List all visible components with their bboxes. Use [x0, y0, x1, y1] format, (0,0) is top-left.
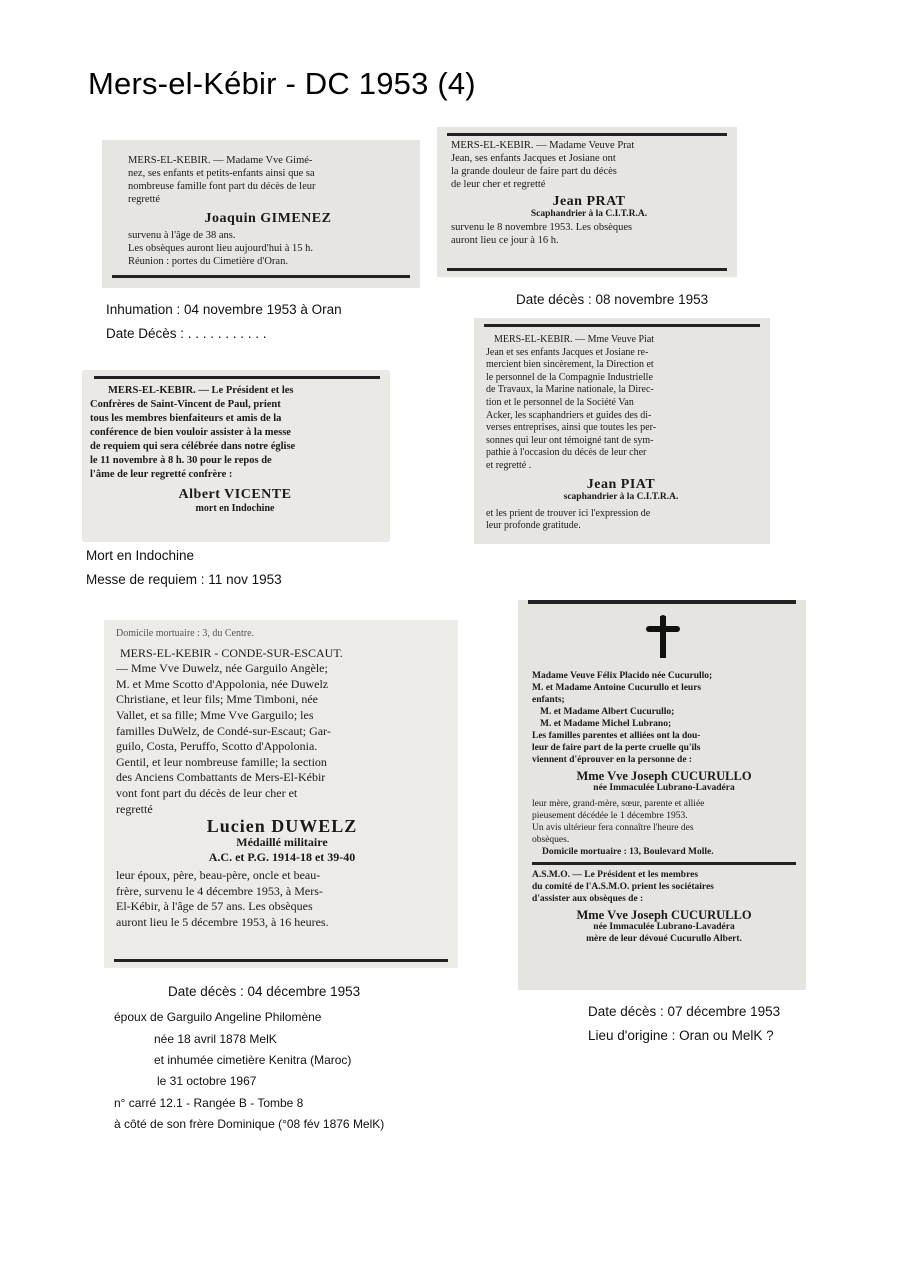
clip-line: de requiem qui sera célébrée dans notre église	[90, 441, 296, 452]
caption-lieu-origine: Lieu d'origine : Oran ou MelK ?	[588, 1028, 774, 1043]
clip-line: Acker, les scaphandriers et guides des di-	[486, 409, 652, 421]
clip-line: M. et Madame Albert Cucurullo;	[540, 707, 675, 717]
clip-line: l'âme de leur regretté confrère :	[90, 469, 233, 480]
clip-line: leur mère, grand-mère, sœur, parente et alliée	[532, 799, 705, 809]
deceased-note: mort en Indochine	[195, 503, 275, 514]
clip-line: enfants;	[532, 695, 565, 705]
divider-rule	[484, 324, 760, 327]
divider-rule	[112, 275, 410, 278]
clip-line: vont font part du décès de leur cher et	[116, 785, 298, 800]
clip-line: M. et Mme Scotto d'Appolonia, née Duwelz	[116, 676, 329, 691]
clip-line: Jean, ses enfants Jacques et Josiane ont	[451, 153, 616, 164]
clip-line: leur de faire part de la perte cruelle qu'ils	[532, 743, 701, 753]
clipping-gimenez	[102, 140, 420, 288]
clip-line: Gentil, et leur nombreuse famille; la section	[116, 754, 327, 769]
clip-line: tion et le personnel de la Société Van	[486, 396, 634, 408]
clip-line: la grande douleur de faire part du décès	[451, 166, 617, 177]
page-title: Mers-el-Kébir - DC 1953 (4)	[88, 66, 476, 101]
clip-line: auront lieu le 5 décembre 1953, à 16 heures.	[116, 914, 329, 929]
clip-line: nez, ses enfants et petits-enfants ainsi que sa	[128, 168, 315, 179]
clip-line: pathie à l'occasion du décès de leur cher	[486, 447, 647, 459]
clip-line: leur époux, père, beau-père, oncle et beau-	[116, 867, 321, 882]
deceased-name: Lucien DUWELZ	[206, 816, 358, 837]
clipping-cucurullo	[518, 600, 806, 990]
note-line: et inhumée cimetière Kenitra (Maroc)	[154, 1053, 352, 1067]
deceased-name: Jean PIAT	[586, 476, 656, 492]
clip-line: Réunion : portes du Cimetière d'Oran.	[128, 256, 288, 267]
clip-line: Les familles parentes et alliées ont la dou-	[532, 731, 701, 741]
clip-line: conférence de bien vouloir assister à la messe	[90, 427, 291, 438]
clip-line: survenu à l'âge de 38 ans.	[128, 230, 236, 241]
caption-messe-requiem: Messe de requiem : 11 nov 1953	[86, 572, 282, 587]
deceased-role: Scaphandrier à la C.I.T.R.A.	[530, 209, 648, 219]
clip-line: le personnel de la Compagnie Industrielle	[486, 371, 653, 383]
clipping-piat	[474, 318, 770, 544]
caption-date-deces-duwelz: Date décès : 04 décembre 1953	[168, 984, 361, 999]
clip-line: Jean et ses enfants Jacques et Josiane re-	[486, 346, 649, 358]
clip-line: El-Kébir, à l'âge de 57 ans. Les obsèques	[116, 899, 313, 914]
clip-line: survenu le 8 novembre 1953. Les obsèques	[451, 222, 633, 233]
clip-line: M. et Madame Michel Lubrano;	[540, 719, 672, 729]
clip-line: MERS-EL-KEBIR - CONDE-SUR-ESCAUT.	[120, 645, 343, 660]
divider-rule	[447, 133, 727, 136]
deceased-maiden-name: née Immaculée Lubrano-Lavadéra	[593, 783, 735, 793]
note-line: le 31 octobre 1967	[157, 1074, 257, 1088]
caption-date-deces-cucurullo: Date décès : 07 décembre 1953	[588, 1004, 781, 1019]
clip-line: du comité de l'A.S.M.O. prient les sociétaires	[532, 882, 714, 892]
clip-line: nombreuse famille font part du décès de leur	[128, 181, 316, 192]
clip-line: des Anciens Combattants de Mers-El-Kébir	[116, 770, 326, 785]
note-line: à côté de son frère Dominique (°08 fév 1876 MelK)	[114, 1117, 385, 1131]
cross-icon	[646, 614, 680, 660]
clip-line: — Mme Vve Duwelz, née Garguilo Angèle;	[116, 661, 328, 676]
clip-line: auront lieu ce jour à 16 h.	[451, 235, 559, 246]
clip-line: de Travaux, la Marine nationale, la Direc-	[486, 384, 654, 396]
clip-line: Un avis ultérieur fera connaître l'heure des	[532, 823, 694, 833]
clip-line: Vallet, et sa fille; Mme Vve Garguilo; les	[116, 707, 314, 722]
clip-line: Christiane, et leur fils; Mme Timboni, née	[116, 692, 318, 707]
clip-line: frère, survenu le 4 décembre 1953, à Mers-	[116, 883, 323, 898]
caption-mort-indochine: Mort en Indochine	[86, 548, 195, 563]
clip-line: M. et Madame Antoine Cucurullo et leurs	[532, 683, 702, 693]
caption-date-deces: Date Décès : . . . . . . . . . . .	[106, 326, 267, 341]
caption-inhumation: Inhumation : 04 novembre 1953 à Oran	[106, 302, 342, 317]
clipping-prat	[437, 127, 737, 277]
note-line: n° carré 12.1 - Rangée B - Tombe 8	[114, 1096, 304, 1110]
clip-line: le 11 novembre à 8 h. 30 pour le repos de	[90, 455, 272, 466]
clipping-duwelz	[104, 620, 458, 968]
clip-header: Domicile mortuaire : 3, du Centre.	[116, 628, 255, 639]
clip-line: regretté	[128, 194, 161, 205]
deceased-name: Jean PRAT	[552, 194, 626, 209]
clip-line: obsèques.	[532, 835, 570, 845]
deceased-name: Albert VICENTE	[178, 487, 292, 502]
divider-rule	[114, 959, 448, 962]
deceased-maiden-name: née Immaculée Lubrano-Lavadéra	[593, 922, 735, 932]
clip-line: leur profonde gratitude.	[486, 520, 581, 532]
divider-rule	[532, 862, 796, 865]
divider-rule	[528, 600, 796, 604]
deceased-service: A.C. et P.G. 1914-18 et 39-40	[208, 850, 356, 865]
note-line: née 18 avril 1878 MelK	[154, 1032, 277, 1046]
clip-line: guilo, Costa, Peruffo, Scotto d'Appolonia.	[116, 739, 318, 754]
caption-date-deces-prat: Date décès : 08 novembre 1953	[516, 292, 709, 307]
deceased-name: Joaquin GIMENEZ	[204, 211, 332, 226]
clip-line: et les prient de trouver ici l'expression de	[486, 507, 651, 519]
clip-line: verses entreprises, ainsi que toutes les per-	[486, 422, 657, 434]
clip-line: Domicile mortuaire : 13, Boulevard Molle.	[542, 847, 714, 857]
clip-line: Les obsèques auront lieu aujourd'hui à 15 h.	[128, 243, 314, 254]
deceased-name: Mme Vve Joseph CUCURULLO	[576, 769, 752, 783]
note-line: époux de Garguilo Angeline Philomène	[114, 1010, 322, 1024]
clip-line: MERS-EL-KEBIR. — Madame Veuve Prat	[451, 140, 635, 151]
clip-line: Madame Veuve Félix Placido née Cucurullo;	[532, 671, 713, 681]
clip-line: et regretté .	[486, 459, 532, 471]
clip-line: d'assister aux obsèques de :	[532, 894, 644, 904]
clip-line: de leur cher et regretté	[451, 179, 546, 190]
divider-rule	[447, 268, 727, 271]
clip-line: MERS-EL-KEBIR. — Madame Vve Gimé-	[128, 155, 313, 166]
clip-line: mère de leur dévoué Cucurullo Albert.	[586, 934, 742, 944]
divider-rule	[94, 376, 380, 379]
deceased-role: scaphandrier à la C.I.T.R.A.	[563, 492, 679, 503]
clip-line: pieusement décédée le 1 décembre 1953.	[532, 811, 688, 821]
deceased-medal: Médaillé militaire	[236, 834, 328, 849]
clip-line: viennent d'éprouver en la personne de :	[532, 755, 693, 765]
deceased-name: Mme Vve Joseph CUCURULLO	[576, 908, 752, 922]
clip-line: Confrères de Saint-Vincent de Paul, prient	[90, 399, 281, 410]
clip-line: A.S.M.O. — Le Président et les membres	[532, 870, 699, 880]
clip-line: mercient bien sincèrement, la Direction et	[486, 359, 654, 371]
clip-line: MERS-EL-KEBIR. — Le Président et les	[108, 385, 294, 396]
clipping-vicente	[82, 370, 390, 542]
clip-line: tous les membres bienfaiteurs et amis de la	[90, 413, 282, 424]
clip-line: regretté	[116, 801, 153, 816]
clip-line: sonnes qui leur ont témoigné tant de sym-	[486, 434, 654, 446]
clip-line: MERS-EL-KEBIR. — Mme Veuve Piat	[494, 334, 655, 345]
clip-line: familles DuWelz, de Condé-sur-Escaut; Gar-	[116, 723, 331, 738]
